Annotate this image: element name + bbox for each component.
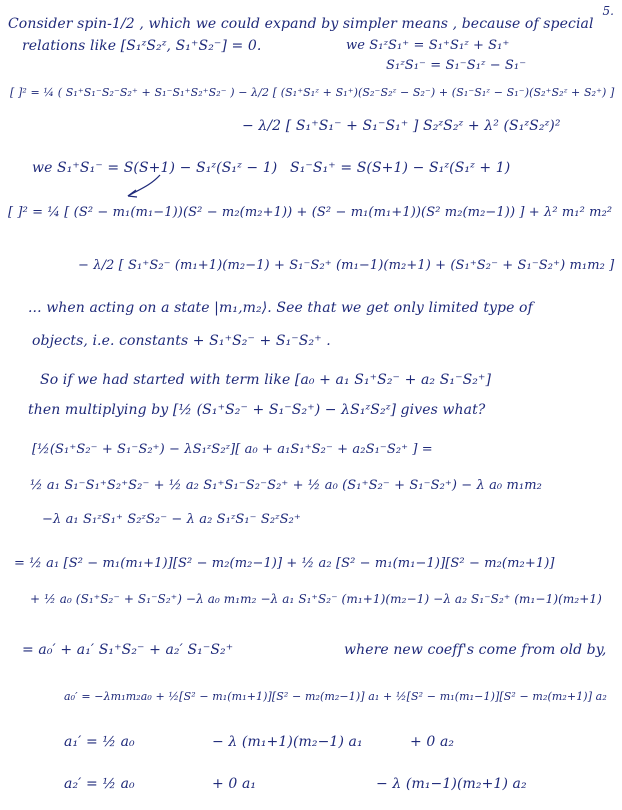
product-equation: [½(S₁⁺S₂⁻ + S₁⁻S₂⁺) − λS₁ᶻS₂ᶻ][ a₀ + a₁S₁⁺S₂⁻ + a₂S₁⁻S₂⁺ ] = xyxy=(32,442,433,457)
acting-on-state-text: ... when acting on a state |m₁,m₂⟩. See that we get only limited type of xyxy=(28,300,533,316)
result-line-2: + ½ a₀ (S₁⁺S₂⁻ + S₁⁻S₂⁺) −λ a₀ m₁m₂ −λ a₁ S₁⁺S₂⁻ (m₁+1)(m₂−1) −λ a₂ S₁⁻S₂⁺ (m₁−1)(m₂+1) xyxy=(30,592,602,606)
new-coefficients-note: where new coeff's come from old by, xyxy=(344,642,607,658)
intro-line-2: relations like [S₁ᶻS₂ᶻ, S₁⁺S₂⁻] = 0. xyxy=(22,38,262,54)
commutator-relation-1: we S₁ᶻS₁⁺ = S₁⁺S₁ᶻ + S₁⁺ xyxy=(346,38,510,53)
a2-prime-a2-term: − λ (m₁−1)(m₂+1) a₂ xyxy=(376,776,527,792)
product-expansion-line-1: ½ a₁ S₁⁻S₁⁺S₂⁺S₂⁻ + ½ a₂ S₁⁺S₁⁻S₂⁻S₂⁺ + ½ a₀ (S₁⁺S₂⁻ + S₁⁻S₂⁺) − λ a₀ m₁m₂ xyxy=(30,478,542,493)
intro-line-1: Consider spin-1/2 , which we could expand by simpler means , because of special xyxy=(8,16,594,32)
multiplying-text: then multiplying by [½ (S₁⁺S₂⁻ + S₁⁻S₂⁺) − λS₁ᶻS₂ᶻ] gives what? xyxy=(28,402,486,418)
commutator-relation-2: S₁ᶻS₁⁻ = S₁⁻S₁ᶻ − S₁⁻ xyxy=(386,58,527,73)
page-number: 5. xyxy=(602,4,614,18)
a2-prime-a1-term: + 0 a₁ xyxy=(212,776,257,792)
new-coefficients-form: = a₀′ + a₁′ S₁⁺S₂⁻ + a₂′ S₁⁻S₂⁺ xyxy=(22,642,234,658)
identity-sminus-splus: S₁⁻S₁⁺ = S(S+1) − S₁ᶻ(S₁ᶻ + 1) xyxy=(290,160,511,176)
eigenvalue-expansion-line-2: − λ/2 [ S₁⁺S₂⁻ (m₁+1)(m₂−1) + S₁⁻S₂⁺ (m₁−1)(m₂+1) + (S₁⁺S₂⁻ + S₁⁻S₂⁺) m₁m₂ ] xyxy=(78,258,615,273)
eigenvalue-expansion-line-1: [ ]² = ¼ [ (S² − m₁(m₁−1))(S² − m₂(m₂+1)) + (S² − m₁(m₁+1))(S² m₂(m₂−1)) ] + λ² m₁² m₂² xyxy=(8,205,613,220)
equation-j-squared-line-2: − λ/2 [ S₁⁺S₁⁻ + S₁⁻S₁⁺ ] S₂ᶻS₂ᶻ + λ² (S₁ᶻS₂ᶻ)² xyxy=(242,118,561,134)
objects-text: objects, i.e. constants + S₁⁺S₂⁻ + S₁⁻S₂⁺ . xyxy=(32,333,331,349)
equation-j-squared-line-1: [ ]² = ¼ ( S₁⁺S₁⁻S₂⁻S₂⁺ + S₁⁻S₁⁺S₂⁺S₂⁻ ) − λ/2 [ (S₁⁺S₁ᶻ + S₁⁺)(S₂⁻S₂ᶻ − S₂⁻) + (S₁⁻S₁ᶻ − S₁⁻)(S₂⁺S₂ᶻ + S₂⁺) ] xyxy=(10,86,615,99)
a1-prime-lhs: a₁′ = ½ a₀ xyxy=(64,734,135,750)
identity-splus-sminus: we S₁⁺S₁⁻ = S(S+1) − S₁ᶻ(S₁ᶻ − 1) xyxy=(32,160,278,176)
a2-prime-lhs: a₂′ = ½ a₀ xyxy=(64,776,135,792)
started-with-term-text: So if we had started with term like [a₀ + a₁ S₁⁺S₂⁻ + a₂ S₁⁻S₂⁺] xyxy=(40,372,492,388)
result-line-1: = ½ a₁ [S² − m₁(m₁+1)][S² − m₂(m₂−1)] + ½ a₂ [S² − m₁(m₁−1)][S² − m₂(m₂+1)] xyxy=(14,556,555,571)
product-expansion-line-2: −λ a₁ S₁ᶻS₁⁺ S₂ᶻS₂⁻ − λ a₂ S₁ᶻS₁⁻ S₂ᶻS₂⁺ xyxy=(42,512,301,527)
a0-prime-equation: a₀′ = −λm₁m₂a₀ + ½[S² − m₁(m₁+1)][S² − m₂(m₂−1)] a₁ + ½[S² − m₁(m₁−1)][S² − m₂(m₂+1)] a₂ xyxy=(64,690,607,703)
a1-prime-a2-term: + 0 a₂ xyxy=(410,734,455,750)
a1-prime-a1-term: − λ (m₁+1)(m₂−1) a₁ xyxy=(212,734,363,750)
